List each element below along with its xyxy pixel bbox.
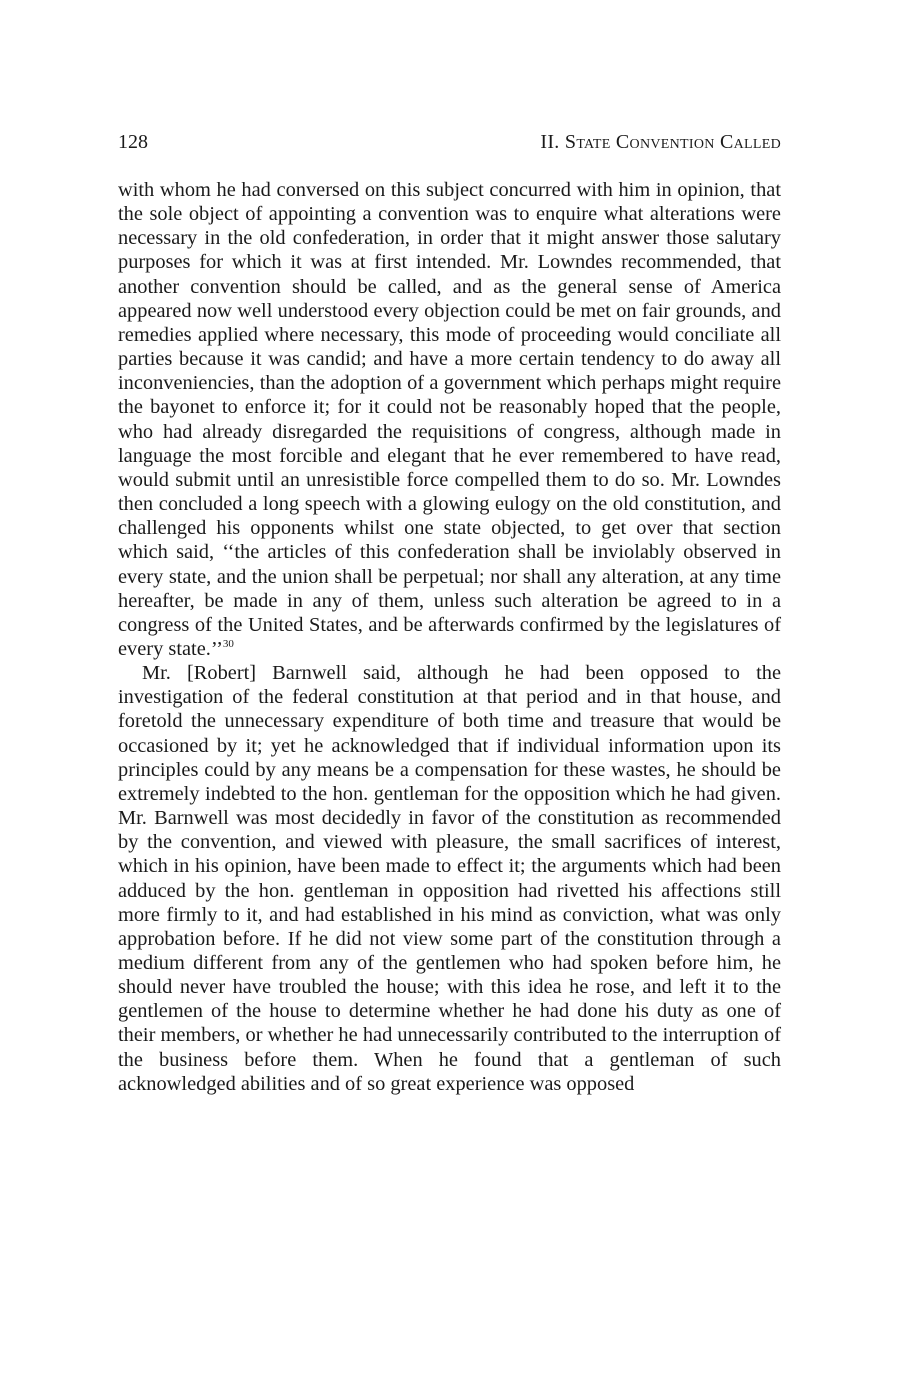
paragraph-lowndes [118,178,781,661]
body-text [118,178,781,1096]
page-number: 128 [118,131,148,153]
running-title: II. State Convention Called [540,131,781,153]
book-page [118,128,781,1096]
running-head [118,128,781,156]
paragraph-text: with whom he had conversed on this subject concurred with him in opinion, that the sole object of appointing a convention was to enquire what alterations were necessary in the old confederation, in order that it might answer those salutary purposes for which it was at first intended. Mr. Lowndes recommended, that another convention should be called, and as the general sense of America appeared now well understood every objection could be met on fair grounds, and remedies applied where necessary, this mode of proceeding would conciliate all parties because it was candid; and have a more certain tendency to do away all inconveniencies, than the adoption of a government which perhaps might require the bayonet to enforce it; for it could not be reasonably hoped that the people, who had already disregarded the requisitions of congress, although made in language the most forcible and elegant that he ever remembered to have read, would submit until an unresistible force compelled them to do so. Mr. Lowndes then concluded a long speech with a glowing eulogy on the old constitution, and challenged his opponents whilst one state objected, to get over that section which said, ‘‘the articles of this confederation shall be inviolably observed in every state, and the union shall be perpetual; nor shall any alteration, at any time hereafter, be made in any of them, unless such alteration be agreed to in a congress of the United States, and be afterwards confirmed by the legislatures of every state.’’ [118,179,781,660]
paragraph-barnwell [118,661,781,1096]
footnote-ref: 30 [222,638,234,651]
paragraph-text: Mr. [Robert] Barnwell said, although he had been opposed to the investigation of the federal constitution at that period and in that house, and foretold the unnecessary expenditure of both time and treasure that would be occasioned by it; yet he acknowledged that if individual information upon its principles could by any means be a compensation for these wastes, he should be extremely indebted to the hon. gentleman for the opposition which he had given. Mr. Barnwell was most decidedly in favor of the constitution as recommended by the convention, and viewed with pleasure, the small sacrifices of interest, which in his opinion, have been made to effect it; the arguments which had been adduced by the hon. gentleman in opposition had rivetted his affections still more firmly to it, and had established in his mind as conviction, what was only approbation before. If he did not view some part of the constitution through a medium different from any of the gentlemen who had spoken before him, he should never have troubled the house; with this idea he rose, and left it to the gentlemen of the house to determine whether he had done his duty as one of their members, or whether he had unnecessarily contributed to the interruption of the business before them. When he found that a gentleman of such acknowledged abilities and of so great experience was opposed [118,662,781,1095]
